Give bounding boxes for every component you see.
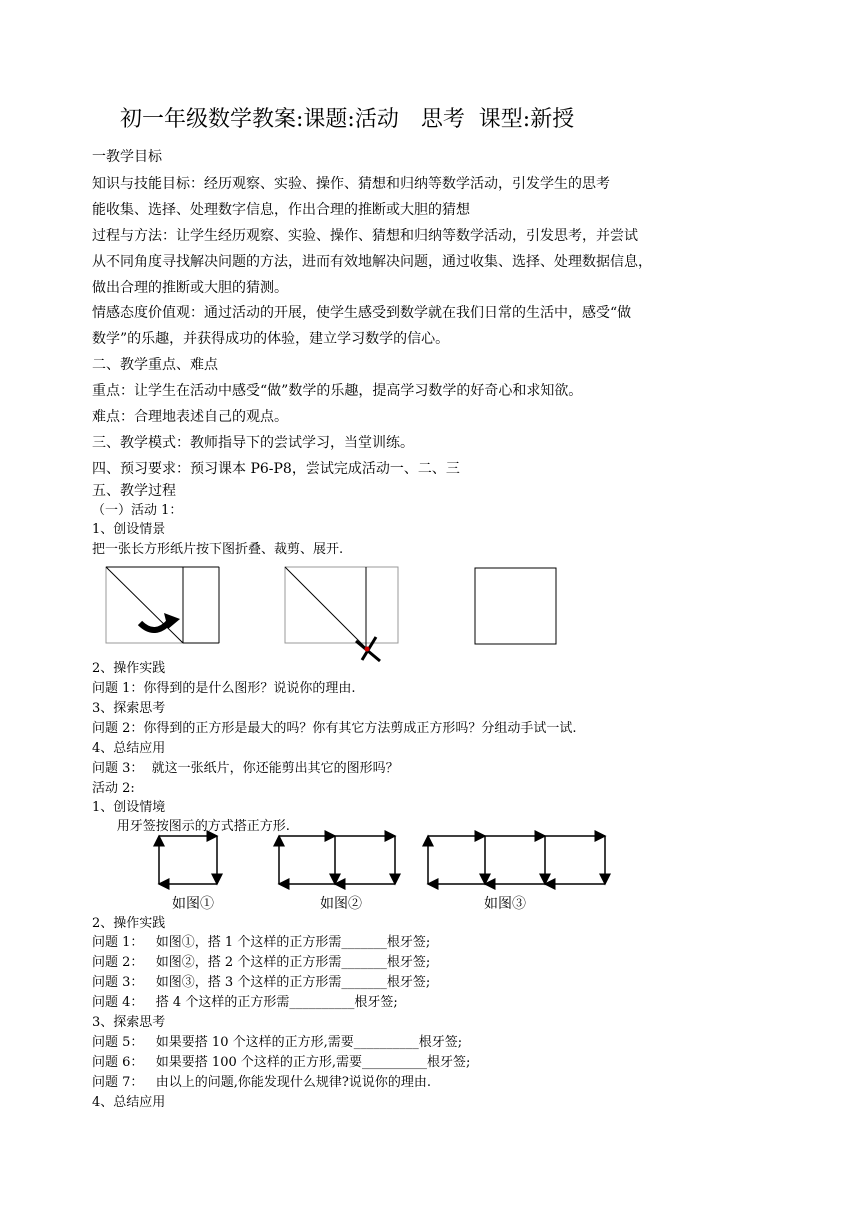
activity-heading: 活动 2:: [92, 781, 135, 796]
section-heading: 三、教学模式：教师指导下的尝试学习，当堂训练。: [92, 435, 414, 451]
question-line: 问题 2： 如图②，搭 2 个这样的正方形需_______根牙签;: [92, 955, 431, 970]
figure-caption: 如图②: [320, 896, 362, 912]
figure-1-one-square: [159, 836, 217, 884]
step-heading: 3、探索思考: [92, 1015, 166, 1030]
activity-heading: （一）活动 1：: [92, 503, 183, 518]
section-heading: 五、教学过程: [92, 483, 176, 499]
fold-arrow-icon: [140, 621, 170, 630]
paragraph-line: 重点：让学生在活动中感受“做”数学的乐趣，提高学习数学的好奇心和求知欲。: [92, 383, 583, 399]
cut-figure: [285, 567, 398, 661]
question-line: 问题 3： 就这一张纸片，你还能剪出其它的图形吗？: [92, 761, 399, 776]
toothpick-figures: [145, 828, 615, 892]
lesson-title: 初一年级数学教案:课题:活动 思考 课型:新授: [120, 107, 575, 132]
paragraph-line: 从不同角度寻找解决问题的方法，进而有效地解决问题，通过收集、选择、处理数据信息，: [92, 254, 652, 270]
figure-3-three-squares: [428, 836, 605, 884]
paragraph-line: 难点：合理地表述自己的观点。: [92, 409, 288, 425]
paragraph-line: 用牙签按图示的方式搭正方形.: [92, 819, 290, 834]
paragraph-line: 情感态度价值观：通过活动的开展，使学生感受到数学就在我们日常的生活中，感受“做: [92, 305, 632, 321]
step-heading: 4、总结应用: [92, 741, 166, 756]
section-heading: 二、教学重点、难点: [92, 357, 218, 373]
question-line: 问题 2：你得到的正方形是最大的吗？你有其它方法剪成正方形吗？分组动手试一试.: [92, 721, 577, 736]
step-heading: 2、操作实践: [92, 661, 166, 676]
question-line: 问题 5： 如果要搭 10 个这样的正方形,需要__________根牙签;: [92, 1035, 463, 1050]
paragraph-line: 知识与技能目标：经历观察、实验、操作、猜想和归纳等数学活动，引发学生的思考: [92, 176, 610, 192]
question-line: 问题 4： 搭 4 个这样的正方形需__________根牙签;: [92, 995, 398, 1010]
section-heading: 四、预习要求：预习课本 P6-P8，尝试完成活动一、二、三: [92, 461, 460, 477]
step-heading: 1、创设情境: [92, 800, 166, 815]
question-line: 问题 3： 如图③，搭 3 个这样的正方形需_______根牙签;: [92, 975, 431, 990]
question-line: 问题 1：你得到的是什么图形？说说你的理由.: [92, 681, 356, 696]
question-line: 问题 1： 如图①，搭 1 个这样的正方形需_______根牙签;: [92, 935, 431, 950]
section-heading: 一教学目标: [92, 149, 162, 165]
paragraph-line: 数学”的乐趣，并获得成功的体验，建立学习数学的信心。: [92, 331, 450, 347]
step-heading: 1、创设情景: [92, 522, 166, 537]
paragraph-line: 能收集、选择、处理数字信息，作出合理的推断或大胆的猜想: [92, 202, 470, 218]
fold-cut-figures: [100, 563, 560, 668]
question-line: 问题 7： 由以上的问题,你能发现什么规律?说说你的理由.: [92, 1075, 432, 1090]
figure-2-two-squares: [279, 836, 395, 884]
unfolded-square-figure: [475, 568, 556, 644]
step-heading: 2、操作实践: [92, 916, 166, 931]
figure-caption: 如图①: [172, 896, 214, 912]
figure-caption: 如图③: [484, 896, 526, 912]
paragraph-line: 过程与方法：让学生经历观察、实验、操作、猜想和归纳等数学活动，引发思考，并尝试: [92, 228, 638, 244]
step-heading: 3、探索思考: [92, 701, 166, 716]
paragraph-line: 做出合理的推断或大胆的猜测。: [92, 280, 288, 296]
paragraph-line: 把一张长方形纸片按下图折叠、裁剪、展开.: [92, 542, 344, 557]
question-line: 问题 6： 如果要搭 100 个这样的正方形,需要__________根牙签;: [92, 1055, 471, 1070]
step-heading: 4、总结应用: [92, 1095, 166, 1110]
fold-figure: [106, 567, 219, 643]
